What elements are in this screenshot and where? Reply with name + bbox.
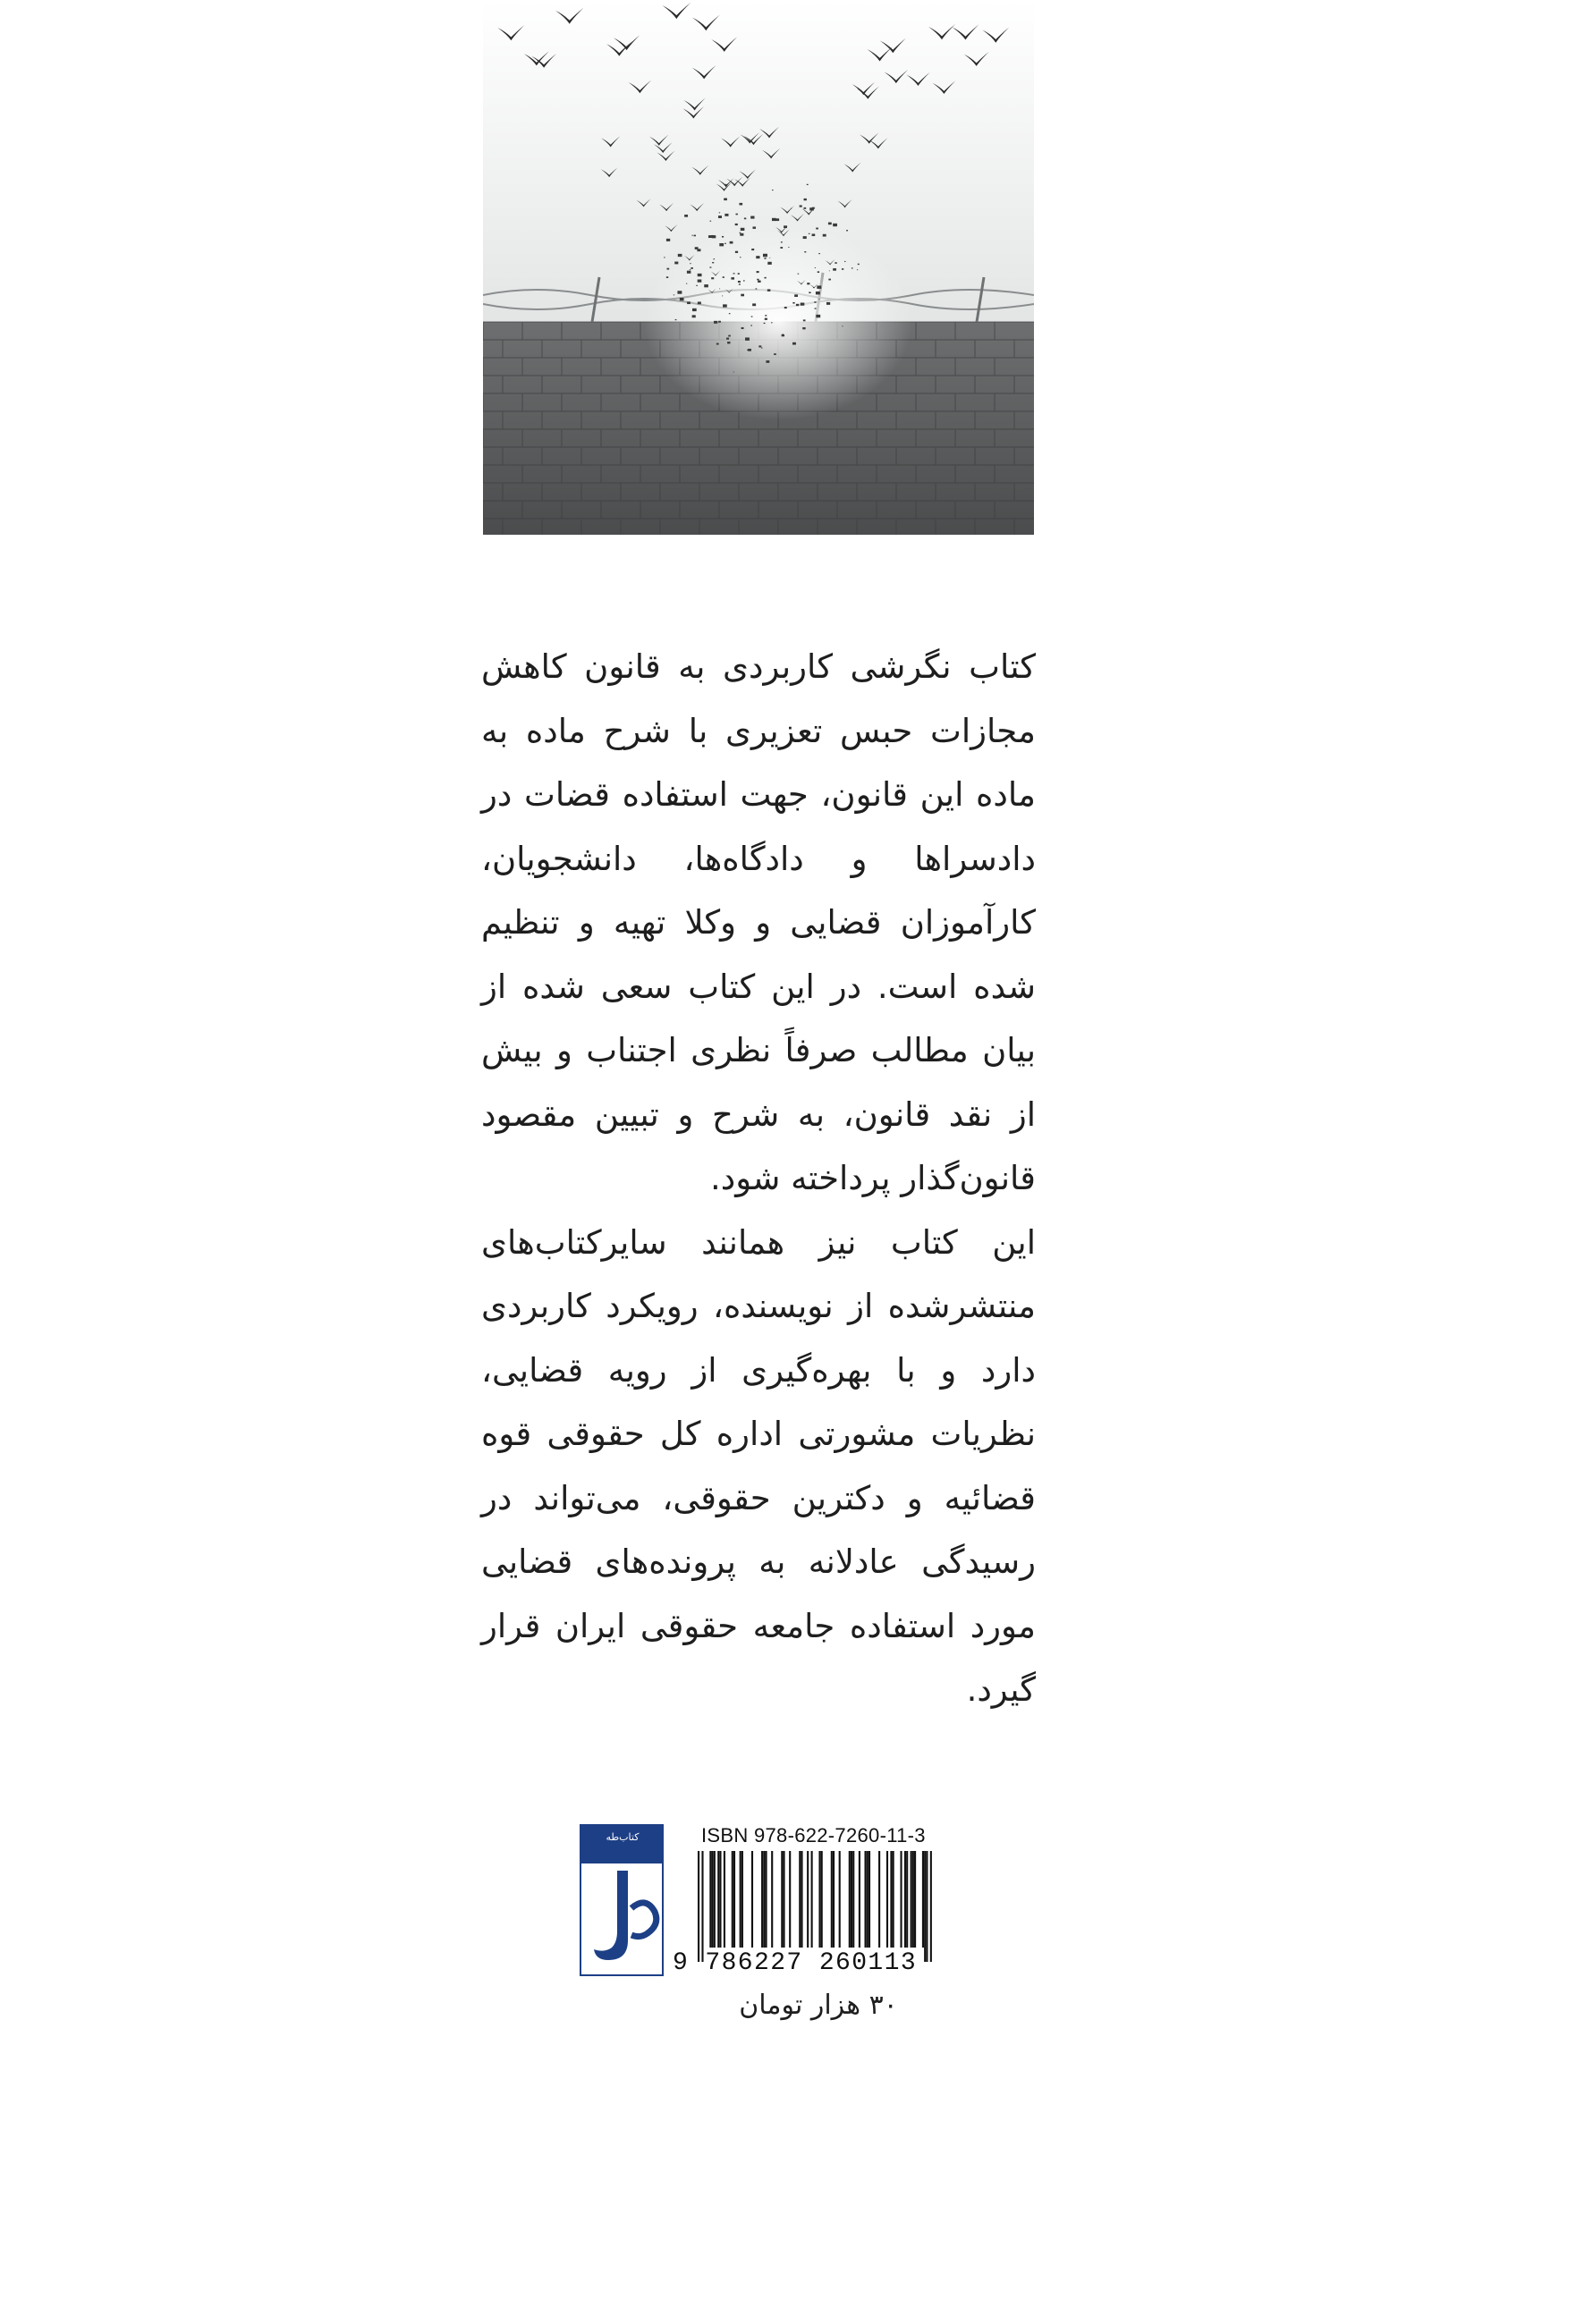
barcode [694,1851,936,1965]
publisher-logo [580,1824,664,1976]
publisher-name: کتاب‌طه [606,1831,640,1843]
price-label: ۳۰ هزار تومان [739,1990,898,2021]
blurb-paragraph: کتاب نگرشی کاربردی به قانون کاهش مجازات حبس تعزیری با شرح ماده به ماده این قانون، جهت استفاده قضات در دادسراها و دادگاه‌ها، دانشجویان، کارآموزان قضایی و وکلا تهیه و تنظیم شده است. در این کتاب سعی شده از بیان مطالب صرفاً نظری اجتناب و بیش از نقد قانون، به شرح و تبیین مقصود قانون‌گذار پرداخته شود. [481,647,1036,1197]
cover-artwork-birds-over-wall [483,0,1034,535]
barcode-digits: 9 786227 260113 [673,1949,918,1977]
blurb-paragraph: این کتاب نیز همانند سایرکتاب‌های منتشرشده از نویسنده، رویکرد کاربردی دارد و با بهره‌گیری از رویه قضایی، نظریات مشورتی اداره کل حقوقی قوه قضائیه و دکترین حقوقی، می‌تواند در رسیدگی عادلانه به پرونده‌های قضایی مورد استفاده جامعه حقوقی ایران قرار گیرد. [481,1222,1036,1709]
back-cover-blurb [481,635,1036,1722]
isbn-block [580,1824,937,2003]
isbn-label: ISBN 978-622-7260-11-3 [701,1824,926,1847]
